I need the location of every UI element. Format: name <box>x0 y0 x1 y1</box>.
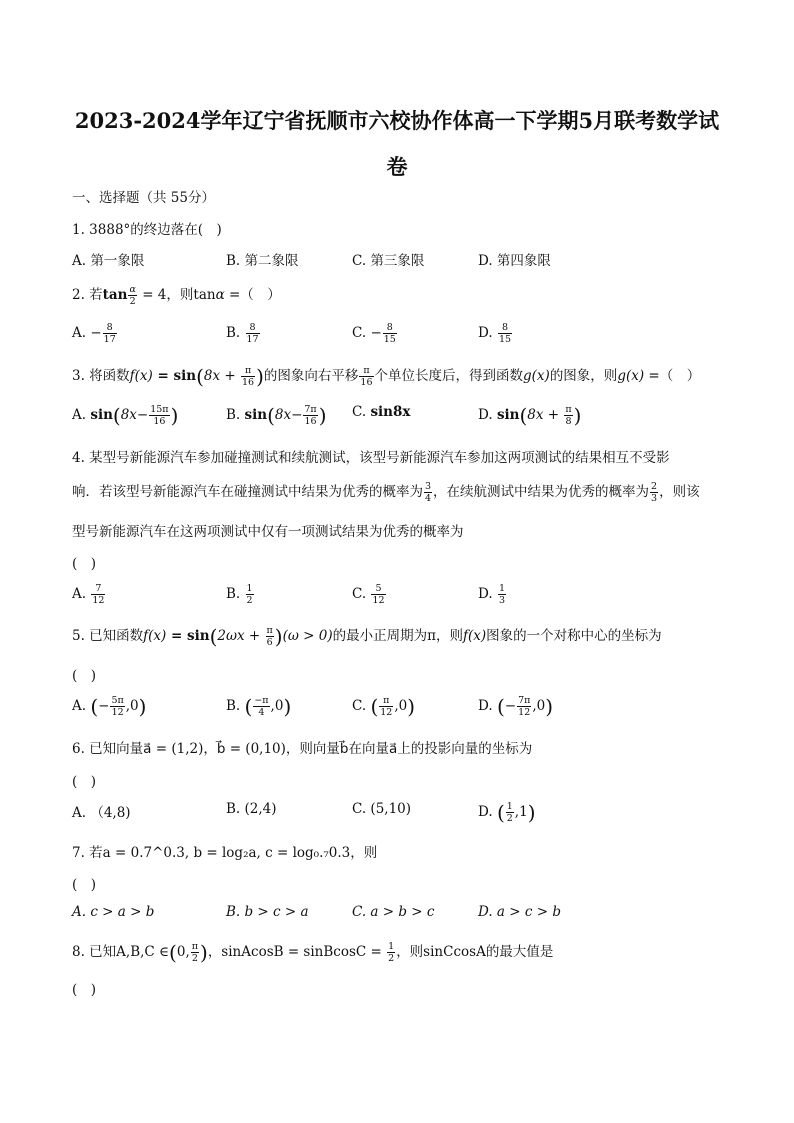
question-8: 8. 已知A,B,C ∈(0, $\frac{\pi}{2}$ )，sinAcosB = sinBcosC = $\frac{1}{2}$ ，则sinCcosA的最大值是 <box>72 940 554 965</box>
question-5: 5. 已知函数f(x) = sin(2ωx + $\frac{\pi}{6}$ )(ω > 0)的最小正周期为π，则f(x)图象的一个对称中心的坐标为 <box>72 624 662 649</box>
question-3-options <box>72 404 722 432</box>
option-c: C. ( $\frac{\pi}{12}$ ,0) <box>352 694 416 719</box>
option-a: A. 第一象限 <box>72 253 145 269</box>
option-d: D. $\frac{8}{15}$ <box>478 322 512 345</box>
option-a: A. c > a > b <box>72 904 155 920</box>
option-b: B. $\frac{1}{2}$ <box>226 583 253 606</box>
option-d: D. 第四象限 <box>478 253 551 269</box>
option-b: B. sin(8x− $\frac{7\pi}{16}$ ) <box>226 403 327 428</box>
question-4-line-2: 响．若该型号新能源汽车在碰撞测试中结果为优秀的概率为 $\frac{3}{4}$ ，在续航测试中结果为优秀的概率为 $\frac{2}{3}$ ，则该 <box>72 481 700 504</box>
question-6-line-2: ( ) <box>72 774 97 790</box>
question-6: 6. 已知向量a⃗ = (1,2)，b⃗ = (0,10)，则向量b⃗在向量a⃗上的投影向量的坐标为 <box>72 741 533 757</box>
option-c: C. a > b > c <box>352 904 435 920</box>
option-b: B. (2,4) <box>226 801 277 817</box>
page-title <box>60 98 734 190</box>
option-c: C. sin8x <box>352 404 411 420</box>
question-3: 3. 将函数f(x) = sin(8x + $\frac{\pi}{16}$ )的图象向右平移 $\frac{\pi}{16}$ 个单位长度后，得到函数g(x)的图象，则g(x) =（ ） <box>72 364 701 389</box>
option-a: A. sin(8x− $\frac{15\pi}{16}$ ) <box>72 403 179 428</box>
question-7-line-2: ( ) <box>72 877 97 893</box>
question-4-line-1: 4. 某型号新能源汽车参加碰撞测试和续航测试，该型号新能源汽车参加这两项测试的结果相互不受影 <box>72 450 670 466</box>
question-5-options <box>72 695 722 723</box>
option-a: A. $\frac{7}{12}$ <box>72 583 105 606</box>
question-1-options <box>72 249 722 277</box>
option-c: C. (5,10) <box>352 801 412 817</box>
question-4-options <box>72 583 722 611</box>
option-a: A. − $\frac{8}{17}$ <box>72 322 116 345</box>
title-line-1: 2023-2024学年辽宁省抚顺市六校协作体高一下学期5月联考数学试 <box>74 108 720 133</box>
fraction: $\frac{\alpha}{2}$ <box>129 284 136 307</box>
option-b: B. $\frac{8}{17}$ <box>226 322 259 345</box>
question-4-line-3: 型号新能源汽车在这两项测试中仅有一项测试结果为优秀的概率为 <box>72 524 464 540</box>
option-c: C. $\frac{5}{12}$ <box>352 583 385 606</box>
question-2: 2. 若tan $\frac{\alpha}{2}$ = 4，则tanα =（ ） <box>72 284 281 307</box>
option-a: A. （4,8) <box>72 805 131 821</box>
option-b: B. 第二象限 <box>226 253 299 269</box>
option-d: D. a > c > b <box>478 904 561 920</box>
section-heading: 一、选择题（共 55分） <box>72 190 215 206</box>
option-d: D. sin(8x + $\frac{\pi}{8}$ ) <box>478 403 582 428</box>
option-b: B. b > c > a <box>226 904 309 920</box>
title-line-2: 卷 <box>386 154 408 179</box>
question-4-line-4: ( ) <box>72 556 97 572</box>
option-d: D. ( $\frac{1}{2}$ ,1) <box>478 800 536 825</box>
question-6-options <box>72 801 722 829</box>
option-c: C. − $\frac{8}{15}$ <box>352 322 396 345</box>
question-7: 7. 若a = 0.7^0.3, b = log₂a, c = log₀.₇0.3，则 <box>72 845 378 861</box>
question-7-options <box>72 904 722 932</box>
option-c: C. 第三象限 <box>352 253 425 269</box>
question-8-line-2: ( ) <box>72 982 97 998</box>
option-d: D. $\frac{1}{3}$ <box>478 583 505 606</box>
option-b: B. ( $\frac{-\pi}{4}$ ,0) <box>226 694 292 719</box>
question-5-line-2: ( ) <box>72 668 97 684</box>
question-1: 1. 3888°的终边落在( ) <box>72 222 222 238</box>
option-a: A. (− $\frac{5\pi}{12}$ ,0) <box>72 694 147 719</box>
option-d: D. (− $\frac{7\pi}{12}$ ,0) <box>478 694 554 719</box>
question-2-options <box>72 322 722 350</box>
